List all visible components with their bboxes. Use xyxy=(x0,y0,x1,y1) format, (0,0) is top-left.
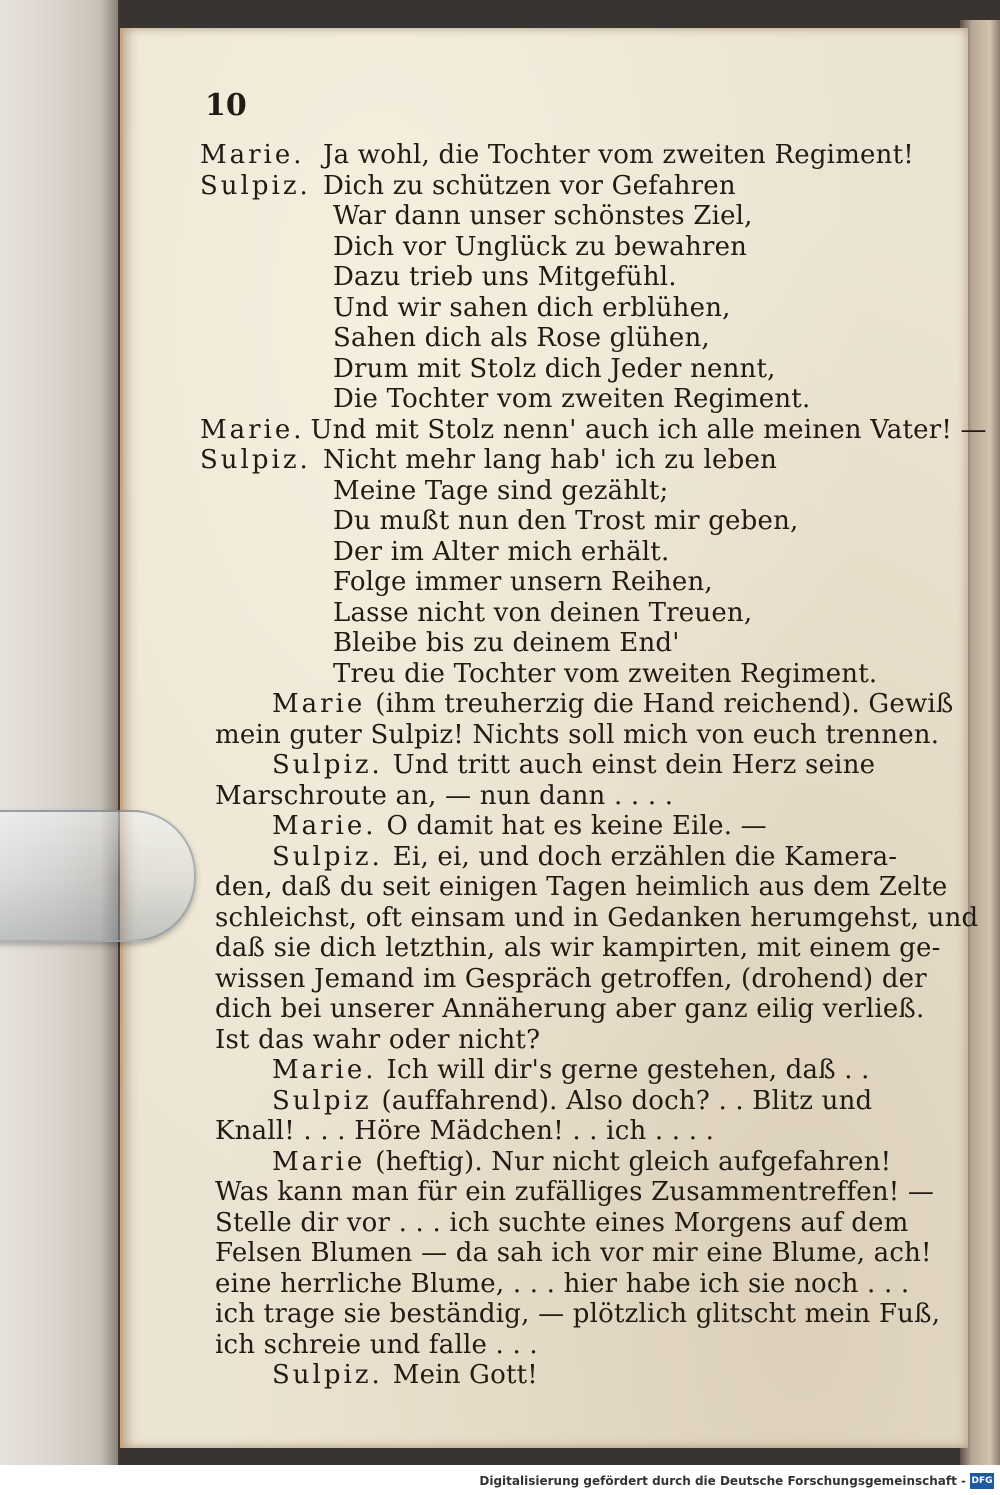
text-line xyxy=(333,201,753,232)
text-line xyxy=(333,262,677,293)
text-line xyxy=(333,232,747,263)
speaker-name: Sulpiz. xyxy=(200,170,311,201)
speaker-name: Sulpiz. xyxy=(272,841,383,872)
text-line xyxy=(215,1330,538,1361)
text-line xyxy=(215,781,673,812)
line-text: Lasse nicht von deinen Treuen, xyxy=(333,597,753,628)
line-text: Dazu trieb uns Mitgefühl. xyxy=(333,262,677,292)
text-line xyxy=(215,1177,934,1208)
text-line xyxy=(215,1025,540,1056)
line-text: (ihm treuherzig die Hand reichend). Gewiß xyxy=(375,689,954,719)
line-text: (heftig). Nur nicht gleich aufgefahren! xyxy=(375,1146,892,1177)
speaker-name: Sulpiz xyxy=(272,1085,372,1116)
text-line xyxy=(272,1086,872,1117)
line-text: War dann unser schönstes Ziel, xyxy=(333,201,753,231)
line-text: Marschroute an, — nun dann . . . . xyxy=(215,780,674,811)
line-text: den, daß du seit einigen Tagen heimlich aus dem Zelte xyxy=(215,872,948,902)
text-line xyxy=(272,811,767,842)
speaker-name: Marie xyxy=(272,689,366,719)
text-line xyxy=(272,689,954,720)
text-line xyxy=(215,872,947,903)
line-text: eine herrliche Blume, . . . hier habe ich sie noch . . . xyxy=(215,1268,910,1299)
line-text: Dich zu schützen vor Gefahren xyxy=(323,170,736,201)
line-text: Ei, ei, und doch erzählen die Kamera- xyxy=(392,841,898,872)
line-text: Ich will dir's gerne gestehen, daß . . xyxy=(386,1055,870,1085)
line-text: ich schreie und falle . . . xyxy=(215,1329,538,1360)
line-text: Der im Alter mich erhält. xyxy=(333,536,670,567)
dfg-logo-icon: DFG xyxy=(970,1473,994,1489)
text-line xyxy=(215,933,941,964)
text-line xyxy=(272,842,897,873)
text-line xyxy=(215,1116,714,1147)
text-line xyxy=(200,445,777,476)
line-text: (auffahrend). Also doch? . . Blitz und xyxy=(381,1085,873,1116)
text-line xyxy=(333,659,877,690)
line-text: Mein Gott! xyxy=(392,1360,538,1390)
speaker-name: Marie. xyxy=(272,811,377,841)
text-line xyxy=(333,598,752,629)
line-text: ich trage sie beständig, — plötzlich glitscht mein Fuß, xyxy=(215,1299,941,1329)
line-text: mein guter Sulpiz! Nichts soll mich von euch trennen. xyxy=(215,719,940,750)
speaker-name: Marie xyxy=(272,1146,366,1177)
text-line xyxy=(215,1269,909,1300)
line-text: Was kann man für ein zufälliges Zusammentreffen! — xyxy=(215,1177,935,1207)
speaker-name: Sulpiz. xyxy=(272,1360,383,1390)
text-line xyxy=(333,384,810,415)
footer-credit: Digitalisierung gefördert durch die Deutsche Forschungsgemeinschaft - xyxy=(479,1474,966,1488)
page-clip xyxy=(0,810,196,942)
line-text: O damit hat es keine Eile. — xyxy=(386,811,767,841)
page-number: 10 xyxy=(205,88,247,123)
text-line xyxy=(215,964,927,995)
speaker-name: Marie. xyxy=(200,140,305,170)
text-line xyxy=(272,1055,870,1086)
line-text: Und mit Stolz nenn' auch ich alle meinen Vater! — xyxy=(310,414,987,445)
line-text: Ist das wahr oder nicht? xyxy=(215,1024,541,1055)
line-text: wissen Jemand im Gespräch getroffen, (drohend) der xyxy=(215,963,927,994)
text-line xyxy=(215,903,978,934)
footer-bar xyxy=(0,1465,1000,1495)
line-text: Du mußt nun den Trost mir geben, xyxy=(333,506,799,536)
text-line xyxy=(333,293,731,324)
line-text: schleichst, oft einsam und in Gedanken herumgehst, und xyxy=(215,902,979,933)
text-line xyxy=(333,506,799,537)
text-line xyxy=(272,750,875,781)
text-line xyxy=(215,1208,909,1239)
line-text: Sahen dich als Rose glühen, xyxy=(333,323,710,353)
text-line xyxy=(333,354,776,385)
text-line xyxy=(272,1360,538,1391)
line-text: Folge immer unsern Reihen, xyxy=(333,567,713,597)
facing-page-edge xyxy=(0,0,118,1465)
text-line xyxy=(215,994,924,1025)
text-line xyxy=(200,415,987,446)
line-text: Die Tochter vom zweiten Regiment. xyxy=(333,384,811,414)
text-line xyxy=(333,567,713,598)
line-text: Treu die Tochter vom zweiten Regiment. xyxy=(333,658,878,689)
line-text: Meine Tage sind gezählt; xyxy=(333,475,669,506)
line-text: Felsen Blumen — da sah ich vor mir eine Blume, ach! xyxy=(215,1238,932,1268)
text-line xyxy=(200,140,914,171)
line-text: Stelle dir vor . . . ich suchte eines Morgens auf dem xyxy=(215,1207,909,1238)
text-line xyxy=(215,1299,940,1330)
text-line xyxy=(200,171,736,202)
line-text: Knall! . . . Höre Mädchen! . . ich . . . . xyxy=(215,1116,715,1146)
text-line xyxy=(333,537,669,568)
line-text: daß sie dich letzthin, als wir kampirten, mit einem ge- xyxy=(215,933,941,963)
line-text: Drum mit Stolz dich Jeder nennt, xyxy=(333,353,776,384)
speaker-name: Marie. xyxy=(200,414,305,445)
text-line xyxy=(333,476,668,507)
line-text: Bleibe bis zu deinem End' xyxy=(333,628,680,658)
speaker-name: Sulpiz. xyxy=(200,445,311,475)
text-line xyxy=(333,323,710,354)
line-text: Ja wohl, die Tochter vom zweiten Regiment! xyxy=(323,140,914,170)
line-text: Und tritt auch einst dein Herz seine xyxy=(392,750,876,780)
line-text: Und wir sahen dich erblühen, xyxy=(333,292,731,323)
line-text: Nicht mehr lang hab' ich zu leben xyxy=(323,445,778,475)
text-line xyxy=(215,1238,932,1269)
speaker-name: Marie. xyxy=(272,1055,377,1085)
text-line xyxy=(215,720,939,751)
text-line xyxy=(333,628,680,659)
line-text: Dich vor Unglück zu bewahren xyxy=(333,231,748,262)
text-line xyxy=(272,1147,891,1178)
line-text: dich bei unserer Annäherung aber ganz eilig verließ. xyxy=(215,994,925,1024)
speaker-name: Sulpiz. xyxy=(272,750,383,780)
